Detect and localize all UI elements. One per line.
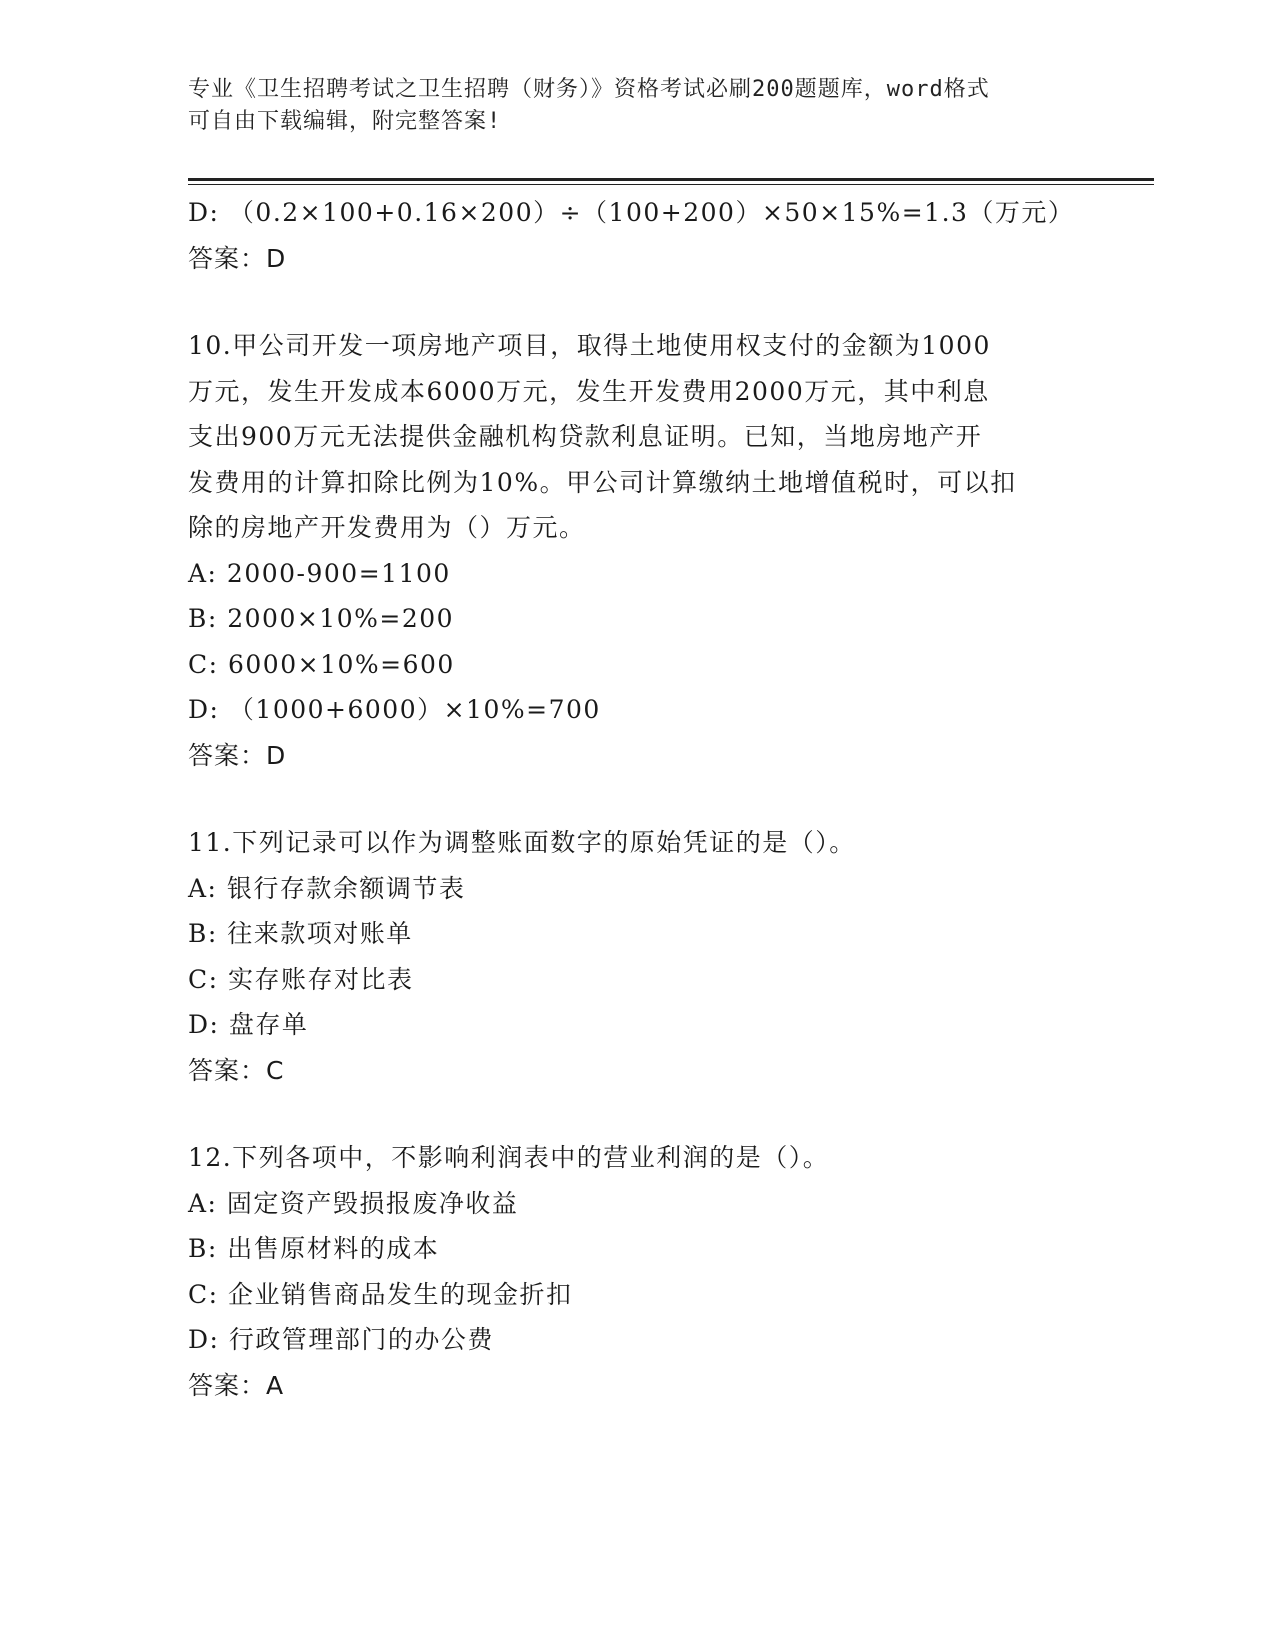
question-12 bbox=[188, 1135, 1088, 1408]
option-b: B: 往来款项对账单 bbox=[188, 919, 413, 948]
question-stem-line: 12.下列各项中，不影响利润表中的营业利润的是（）。 bbox=[188, 1143, 830, 1172]
option-d: D: 行政管理部门的办公费 bbox=[188, 1325, 494, 1354]
question-11 bbox=[188, 820, 1088, 1093]
question-stem-line: 11.下列记录可以作为调整账面数字的原始凭证的是（）。 bbox=[188, 828, 856, 857]
option-b: B: 2000×10%=200 bbox=[188, 604, 455, 633]
prev-option-d: D: （0.2×100+0.16×200）÷（100+200）×50×15%=1.3（万元） bbox=[188, 198, 1075, 227]
question-stem-line: 10.甲公司开发一项房地产项目，取得土地使用权支付的金额为1000 bbox=[188, 331, 991, 360]
prev-answer: 答案：D bbox=[188, 243, 287, 273]
question-stem-line: 支出900万元无法提供金融机构贷款利息证明。已知，当地房地产开 bbox=[188, 422, 983, 451]
option-d: D: 盘存单 bbox=[188, 1010, 309, 1039]
answer: 答案：D bbox=[188, 740, 287, 770]
header-line-1: 专业《卫生招聘考试之卫生招聘（财务）》资格考试必刷200题题库，word格式 bbox=[188, 77, 990, 102]
option-a: A: 2000-900=1100 bbox=[188, 558, 451, 588]
header-line-2: 可自由下载编辑，附完整答案! bbox=[188, 109, 502, 134]
option-b: B: 出售原材料的成本 bbox=[188, 1234, 440, 1263]
option-c: C: 6000×10%=600 bbox=[188, 649, 455, 679]
question-stem-line: 万元，发生开发成本6000万元，发生开发费用2000万元，其中利息 bbox=[188, 376, 990, 406]
answer: 答案：C bbox=[188, 1055, 285, 1085]
option-c: C: 企业销售商品发生的现金折扣 bbox=[188, 1279, 573, 1309]
question-10 bbox=[188, 323, 1088, 778]
option-a: A: 银行存款余额调节表 bbox=[188, 873, 466, 903]
question-stem-line: 发费用的计算扣除比例为10%。甲公司计算缴纳土地增值税时，可以扣 bbox=[188, 467, 1017, 497]
option-a: A: 固定资产毁损报废净收益 bbox=[188, 1188, 519, 1218]
question-content bbox=[188, 190, 1088, 1408]
option-d: D: （1000+6000）×10%=700 bbox=[188, 695, 601, 724]
option-c: C: 实存账存对比表 bbox=[188, 964, 414, 994]
page-header bbox=[188, 74, 1068, 138]
header-rule-thin bbox=[188, 184, 1154, 185]
answer: 答案：A bbox=[188, 1370, 285, 1400]
header-rule-thick bbox=[188, 178, 1154, 181]
question-stem-line: 除的房地产开发费用为（）万元。 bbox=[188, 513, 586, 542]
